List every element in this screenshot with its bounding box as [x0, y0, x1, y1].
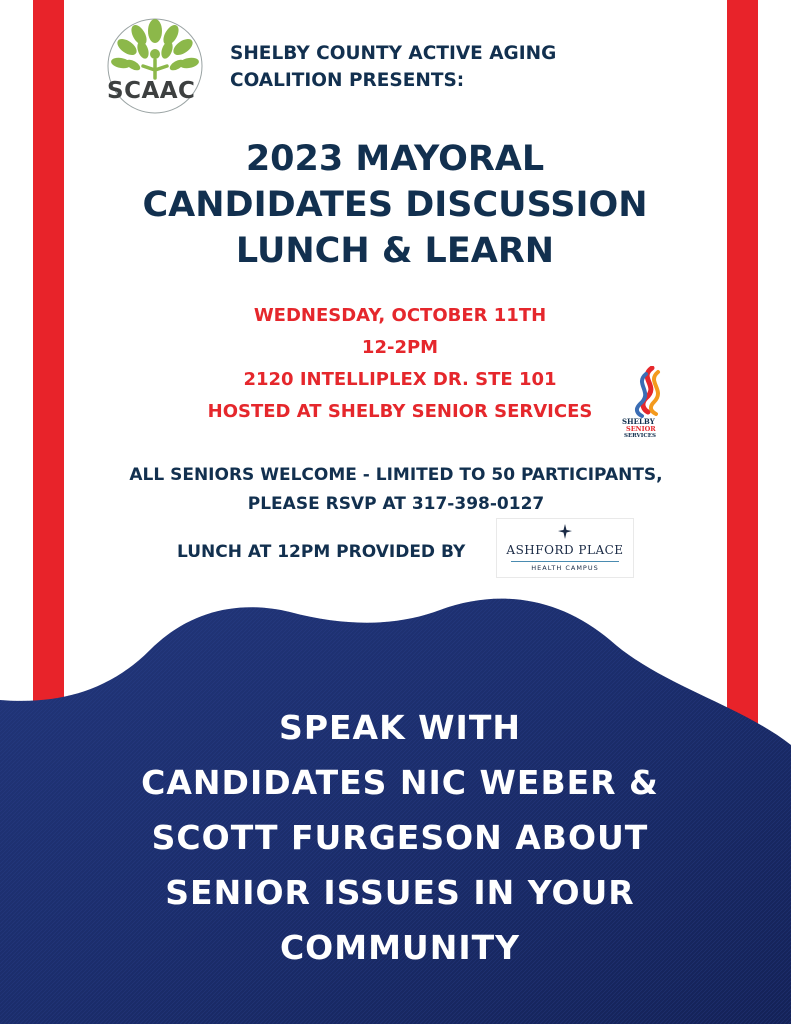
- title-line-3: LUNCH & LEARN: [235, 231, 555, 271]
- title-line-1: 2023 MAYORAL: [245, 139, 545, 179]
- event-address: 2120 INTELLIPLEX DR. STE 101: [243, 369, 557, 390]
- callout-line-1: SPEAK WITH: [279, 708, 521, 747]
- callout-line-4: SENIOR ISSUES IN YOUR: [165, 873, 635, 912]
- sss-name-2: SENIOR: [626, 425, 656, 433]
- lunch-provider-label: LUNCH AT 12PM PROVIDED BY: [177, 542, 466, 562]
- welcome-line-1: ALL SENIORS WELCOME - LIMITED TO 50 PARTICIPANTS,: [129, 465, 663, 485]
- sss-name-1: SHELBY: [622, 417, 655, 426]
- event-time: 12-2PM: [361, 337, 439, 358]
- title-line-2: CANDIDATES DISCUSSION: [142, 185, 648, 225]
- callout-line-5: COMMUNITY: [279, 928, 521, 967]
- sss-name-3: SERVICES: [624, 433, 656, 439]
- ashford-name: ASHFORD PLACE: [506, 543, 624, 557]
- ashford-subtitle: HEALTH CAMPUS: [531, 564, 599, 572]
- candidate-callout: [60, 700, 740, 975]
- event-date: WEDNESDAY, OCTOBER 11TH: [253, 305, 547, 326]
- welcome-line-2: PLEASE RSVP AT 317-398-0127: [247, 494, 545, 514]
- presenter-line-2: COALITION PRESENTS:: [230, 70, 465, 91]
- event-host: HOSTED AT SHELBY SENIOR SERVICES: [207, 401, 593, 422]
- callout-line-3: SCOTT FURGESON ABOUT: [151, 818, 649, 857]
- scaac-abbreviation: SCAAC: [107, 78, 196, 104]
- presenter-line-1: SHELBY COUNTY ACTIVE AGING: [230, 43, 557, 64]
- callout-line-2: CANDIDATES NIC WEBER &: [141, 763, 659, 802]
